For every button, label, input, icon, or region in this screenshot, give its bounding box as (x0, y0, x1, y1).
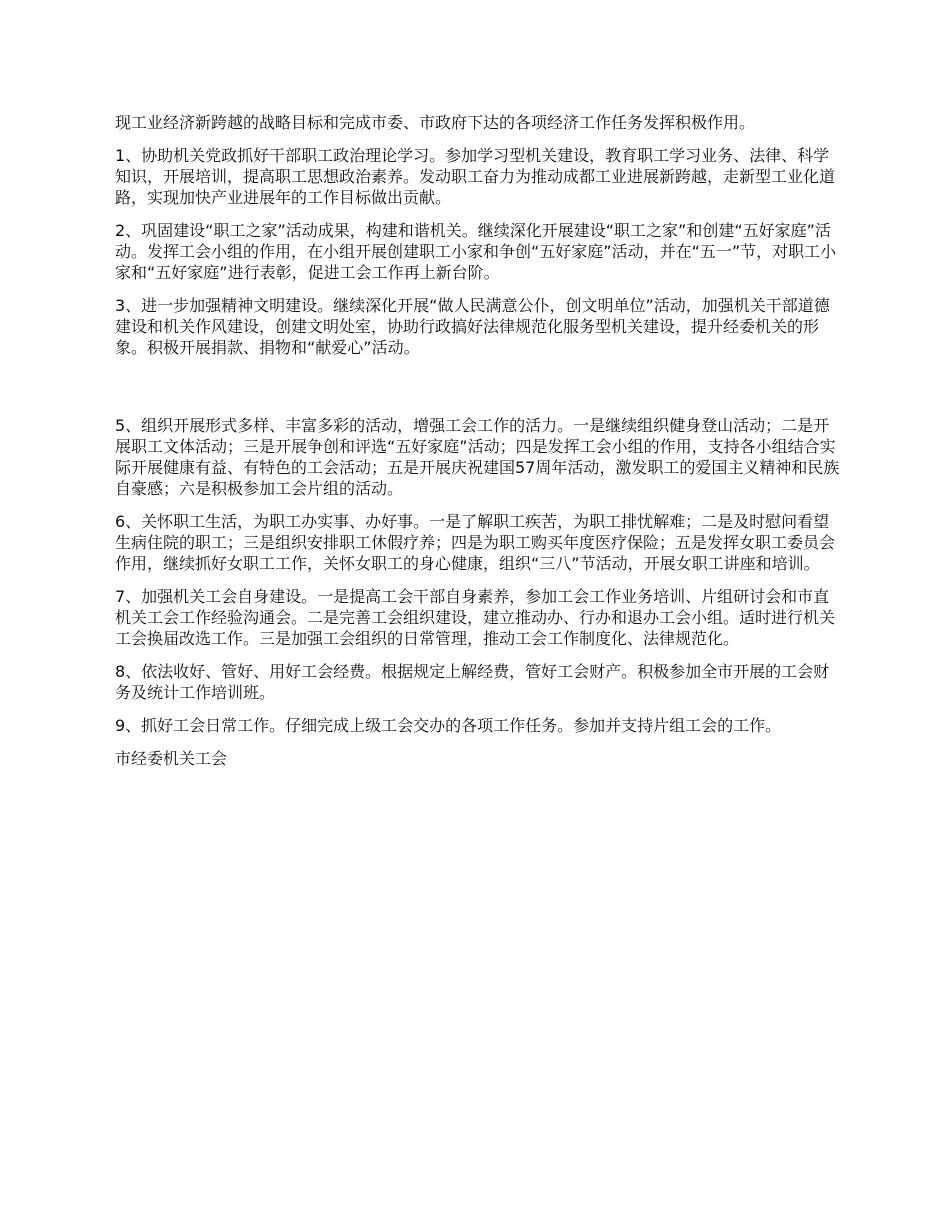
paragraph-item-8: 8、依法收好、管好、用好工会经费。根据规定上解经费，管好工会财产。积极参加全市开展的工会财务及统计工作培训班。 (115, 662, 830, 702)
paragraph-item-3: 3、进一步加强精神文明建设。继续深化开展“做人民满意公仆，创文明单位”活动，加强机关干部道德建设和机关作风建设，创建文明处室，协助行政搞好法律规范化服务型机关建设，提升经委机关的形象。积极开展捐款、捐物和“献爱心”活动。 (115, 296, 830, 357)
paragraph-item-6: 6、关怀职工生活，为职工办实事、办好事。一是了解职工疾苦，为职工排忧解难；二是及时慰问看望生病住院的职工；三是组织安排职工休假疗养；四是为职工购买年度医疗保险；五是发挥女职工委员会作用，继续抓好女职工工作，关怀女职工的身心健康，组织“三八”节活动，开展女职工讲座和培训。 (115, 512, 836, 573)
paragraph-item-2: 2、巩固建设“职工之家”活动成果，构建和谐机关。继续深化开展建设“职工之家”和创建“五好家庭”活动。发挥工会小组的作用，在小组开展创建职工小家和争创“五好家庭”活动，并在“五一”节，对职工小家和“五好家庭”进行表彰，促进工会工作再上新台阶。 (115, 221, 837, 282)
paragraph-intro-continuation: 现工业经济新跨越的战略目标和完成市委、市政府下达的各项经济工作任务发挥积极作用。 (115, 113, 756, 132)
document-body (115, 112, 845, 781)
paragraph-item-7: 7、加强机关工会自身建设。一是提高工会干部自身素养，参加工会工作业务培训、片组研讨会和市直机关工会工作经验沟通会。二是完善工会组织建设，建立推动办、行办和退办工会小组。适时进行机关工会换届改选工作。三是加强工会组织的日常管理，推动工会工作制度化、法律规范化。 (115, 587, 836, 648)
paragraph-item-5: 5、组织开展形式多样、丰富多彩的活动，增强工会工作的活力。一是继续组织健身登山活动；二是开展职工文体活动；三是开展争创和评选“五好家庭”活动；四是发挥工会小组的作用，支持各小组结合实际开展健康有益、有特色的工会活动；五是开展庆祝建国57周年活动，激发职工的爱国主义精神和民族自豪感；六是积极参加工会片组的活动。 (115, 416, 840, 498)
signature-line: 市经委机关工会 (115, 749, 228, 768)
paragraph-item-1: 1、协助机关党政抓好干部职工政治理论学习。参加学习型机关建设，教育职工学习业务、法律、科学知识，开展培训，提高职工思想政治素养。发动职工奋力为推动成都工业进展新跨越，走新型工业化道路，实现加快产业进展年的工作目标做出贡献。 (115, 146, 836, 207)
paragraph-item-9: 9、抓好工会日常工作。仔细完成上级工会交办的各项工作任务。参加并支持片组工会的工作。 (115, 716, 782, 735)
blank-gap (115, 370, 845, 415)
